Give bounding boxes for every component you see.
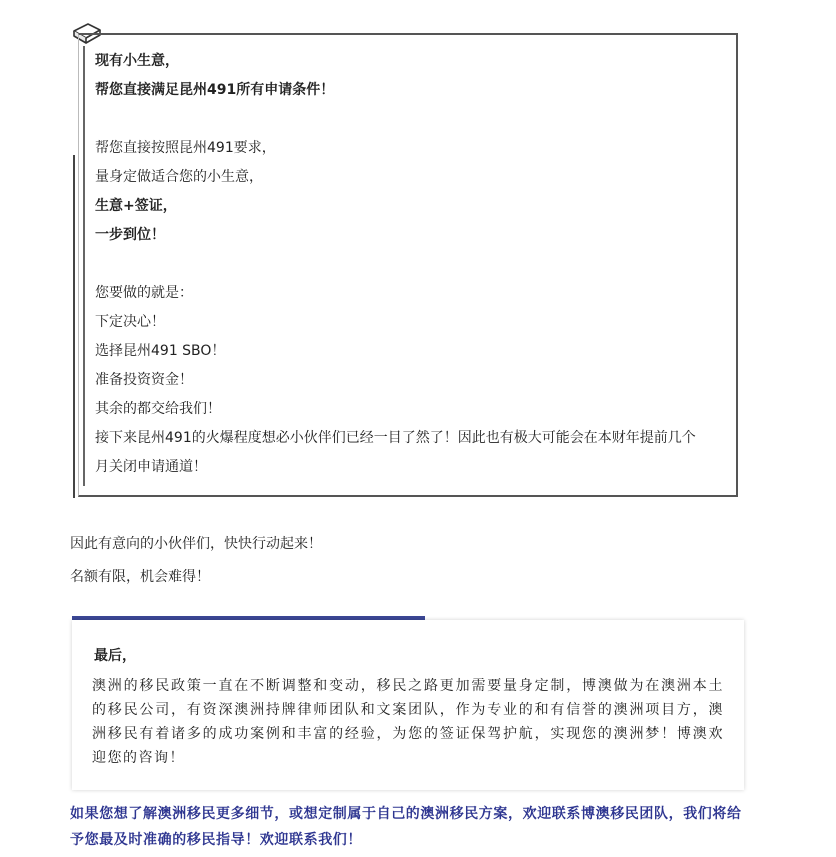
final-box [72, 620, 744, 790]
final-box-body: 澳洲的移民政策一直在不断调整和变动，移民之路更加需要量身定制，博澳做为在澳洲本土的移民公司，有资深澳洲持牌律师团队和文案团队，作为专业的和有信誉的澳洲项目方，澳洲移民有着诸多的成功案例和丰富的经验，为您的签证保驾护航，实现您的澳洲梦！博澳欢迎您的咨询！ [92, 678, 724, 766]
quote-line: 生意+签证， [95, 198, 177, 214]
quote-line: 现有小生意， [95, 53, 179, 69]
quote-content [95, 47, 725, 482]
quote-blank-line [95, 105, 725, 134]
quote-inner-bar [83, 46, 85, 486]
quote-line: 您要做的就是： [95, 285, 193, 301]
quote-line: 下定决心！ [95, 314, 165, 330]
quote-line: 帮您直接满足昆州491所有申请条件！ [95, 82, 335, 98]
quote-line: 选择昆州491 SBO！ [95, 343, 226, 359]
after-quote-line-2: 名额有限，机会难得！ [70, 569, 210, 585]
quote-line: 接下来昆州491的火爆程度想必小伙伴们已经一目了然了！因此也有极大可能会在本财年提前几个 [95, 430, 696, 446]
quote-blank-line [95, 250, 725, 279]
quote-line: 准备投资资金！ [95, 372, 193, 388]
quote-line: 量身定做适合您的小生意， [95, 169, 263, 185]
quote-line: 一步到位！ [95, 227, 165, 243]
after-quote-line-1: 因此有意向的小伙伴们，快快行动起来！ [70, 536, 322, 552]
quote-left-bar [73, 155, 75, 498]
quote-line: 其余的都交给我们！ [95, 401, 221, 417]
quote-line: 帮您直接按照昆州491要求， [95, 140, 276, 156]
quote-line: 月关闭申请通道！ [95, 459, 207, 475]
contact-cta: 如果您想了解澳洲移民更多细节，或想定制属于自己的澳洲移民方案，欢迎联系博澳移民团队，我们将给予您最及时准确的移民指导！欢迎联系我们！ [70, 806, 742, 848]
final-box-title: 最后， [94, 648, 136, 664]
